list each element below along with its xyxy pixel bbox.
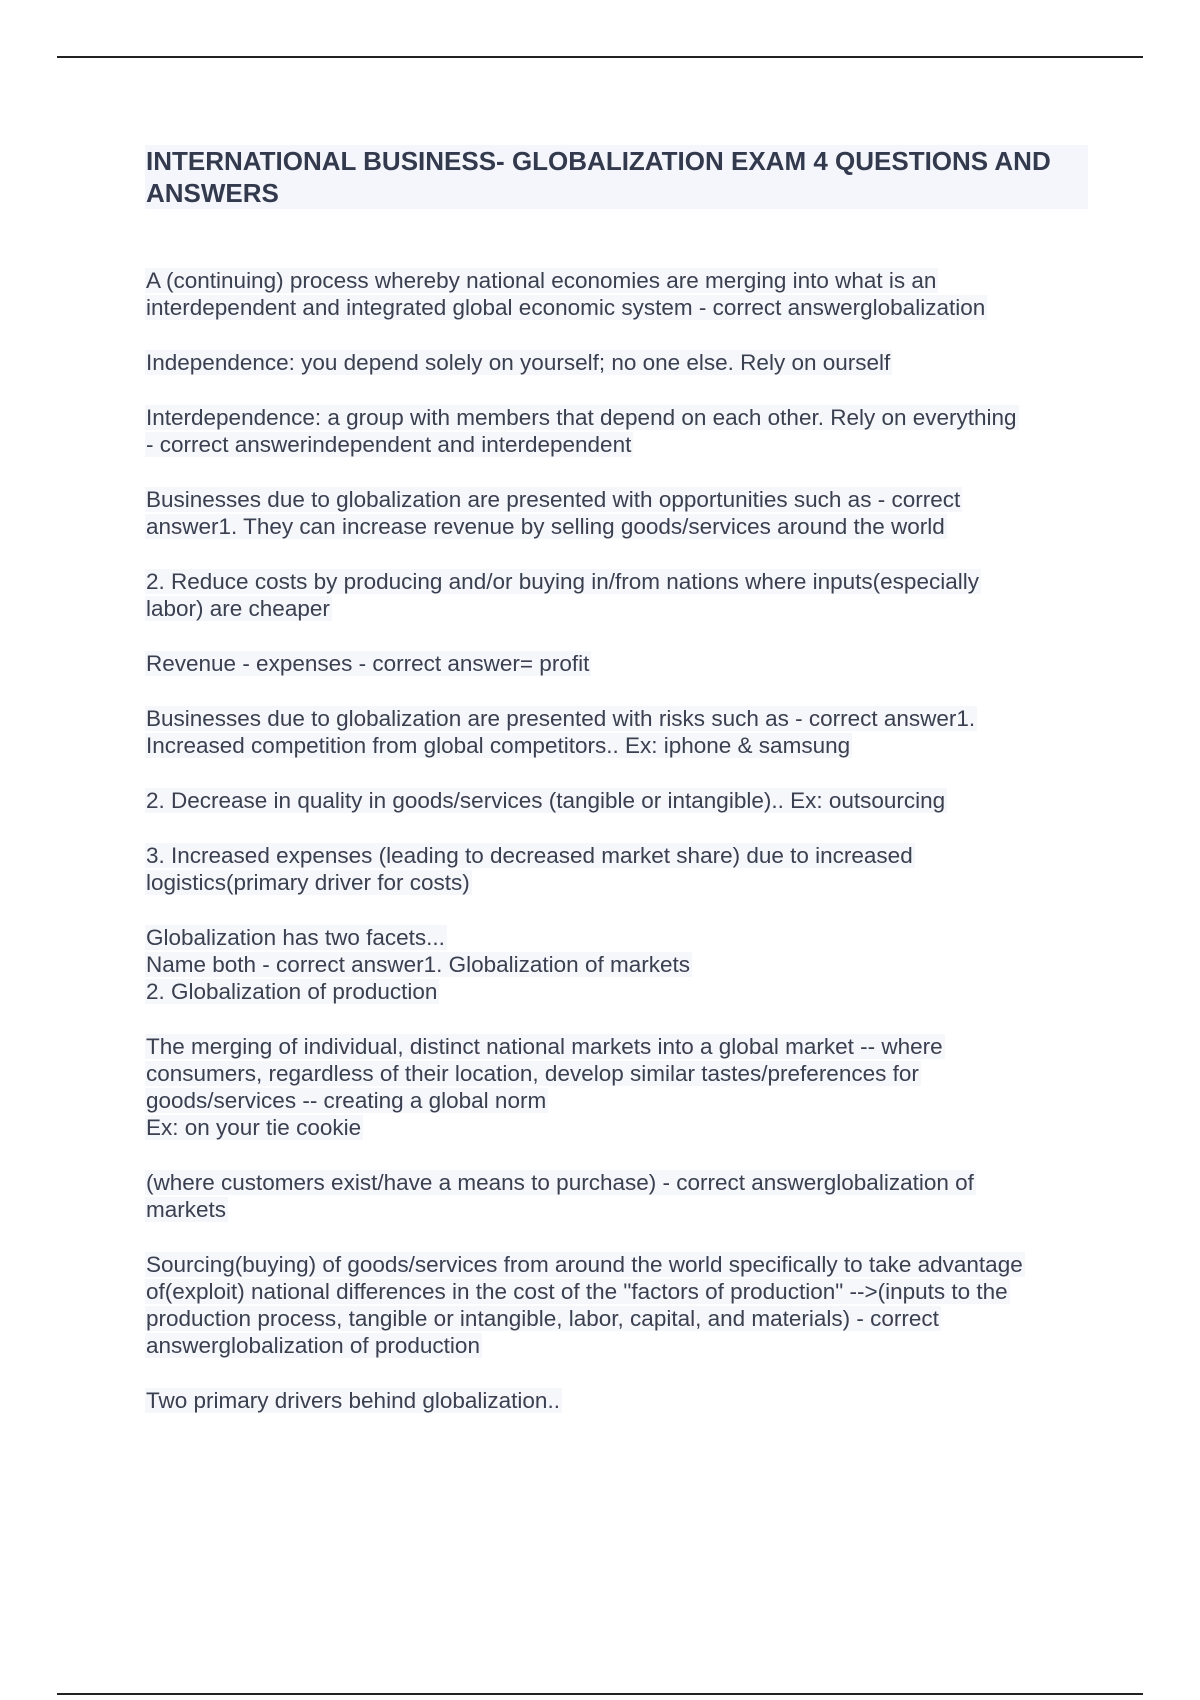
qa-paragraph — [145, 568, 1088, 622]
qa-line-text: 2. Globalization of production — [146, 979, 438, 1004]
bottom-divider — [57, 1693, 1143, 1695]
qa-line — [145, 1332, 1088, 1359]
qa-line — [145, 1114, 1088, 1141]
qa-line — [145, 294, 1088, 321]
document-page — [145, 145, 1088, 1442]
qa-line — [145, 1087, 1088, 1114]
qa-line — [145, 732, 1088, 759]
qa-line — [145, 1278, 1088, 1305]
qa-paragraph — [145, 705, 1088, 759]
qa-line-text: Increased competition from global competitors.. Ex: iphone & samsung — [146, 733, 851, 758]
qa-line-text: answerglobalization of production — [146, 1333, 480, 1358]
qa-line-text: Revenue - expenses - correct answer= profit — [146, 651, 590, 676]
qa-line — [145, 1169, 1088, 1196]
qa-line — [145, 787, 1088, 814]
qa-line-text: Independence: you depend solely on yourself; no one else. Rely on ourself — [146, 350, 891, 375]
qa-line-text: answer1. They can increase revenue by selling goods/services around the world — [146, 514, 945, 539]
qa-line-text: Interdependence: a group with members that depend on each other. Rely on everything — [146, 405, 1017, 430]
qa-line — [145, 924, 1088, 951]
qa-line-text: Globalization has two facets... — [146, 925, 445, 950]
qa-paragraph — [145, 404, 1088, 458]
qa-line-text: 3. Increased expenses (leading to decreased market share) due to increased — [146, 843, 913, 868]
top-divider — [57, 56, 1143, 58]
qa-paragraph — [145, 267, 1088, 321]
qa-line — [145, 705, 1088, 732]
qa-paragraph — [145, 1387, 1088, 1414]
qa-line — [145, 431, 1088, 458]
qa-paragraph — [145, 1251, 1088, 1359]
qa-line — [145, 349, 1088, 376]
qa-line-text: consumers, regardless of their location, develop similar tastes/preferences for — [146, 1061, 919, 1086]
qa-line — [145, 404, 1088, 431]
qa-line-text: (where customers exist/have a means to purchase) - correct answerglobalization of — [146, 1170, 974, 1195]
qa-line-text: interdependent and integrated global economic system - correct answerglobalization — [146, 295, 986, 320]
qa-paragraph — [145, 924, 1088, 1005]
qa-line — [145, 1033, 1088, 1060]
qa-paragraph — [145, 349, 1088, 376]
qa-line-text: The merging of individual, distinct national markets into a global market -- where — [146, 1034, 943, 1059]
qa-paragraph — [145, 1169, 1088, 1223]
qa-paragraph — [145, 1033, 1088, 1141]
qa-line-text: Name both - correct answer1. Globalization of markets — [146, 952, 690, 977]
qa-paragraph — [145, 842, 1088, 896]
qa-paragraph — [145, 787, 1088, 814]
qa-line-text: 2. Reduce costs by producing and/or buying in/from nations where inputs(especially — [146, 569, 979, 594]
qa-line-text: Businesses due to globalization are presented with risks such as - correct answer1. — [146, 706, 976, 731]
qa-line — [145, 595, 1088, 622]
qa-line — [145, 978, 1088, 1005]
qa-line-text: labor) are cheaper — [146, 596, 330, 621]
qa-line-text: A (continuing) process whereby national economies are merging into what is an — [146, 268, 937, 293]
qa-line — [145, 650, 1088, 677]
qa-line — [145, 513, 1088, 540]
qa-list — [145, 267, 1088, 1414]
qa-line — [145, 568, 1088, 595]
qa-line — [145, 1387, 1088, 1414]
qa-line-text: logistics(primary driver for costs) — [146, 870, 470, 895]
qa-line — [145, 1251, 1088, 1278]
qa-line-text: goods/services -- creating a global norm — [146, 1088, 547, 1113]
qa-paragraph — [145, 650, 1088, 677]
qa-line-text: - correct answerindependent and interdependent — [146, 432, 632, 457]
qa-line-text: 2. Decrease in quality in goods/services (tangible or intangible).. Ex: outsourcing — [146, 788, 946, 813]
qa-line-text: Sourcing(buying) of goods/services from around the world specifically to take advantage — [146, 1252, 1023, 1277]
qa-line-text: Businesses due to globalization are presented with opportunities such as - correct — [146, 487, 961, 512]
qa-line — [145, 1196, 1088, 1223]
qa-line-text: markets — [146, 1197, 227, 1222]
qa-line — [145, 267, 1088, 294]
qa-line-text: of(exploit) national differences in the cost of the "factors of production" -->(inputs to the — [146, 1279, 1008, 1304]
qa-paragraph — [145, 486, 1088, 540]
page-title: INTERNATIONAL BUSINESS- GLOBALIZATION EXAM 4 QUESTIONS AND ANSWERS — [145, 145, 1088, 209]
qa-line-text: Two primary drivers behind globalization.. — [146, 1388, 560, 1413]
qa-line — [145, 1305, 1088, 1332]
qa-line-text: production process, tangible or intangible, labor, capital, and materials) - correct — [146, 1306, 939, 1331]
qa-line-text: Ex: on your tie cookie — [146, 1115, 362, 1140]
qa-line — [145, 951, 1088, 978]
qa-line — [145, 869, 1088, 896]
qa-line — [145, 486, 1088, 513]
qa-line — [145, 1060, 1088, 1087]
qa-line — [145, 842, 1088, 869]
